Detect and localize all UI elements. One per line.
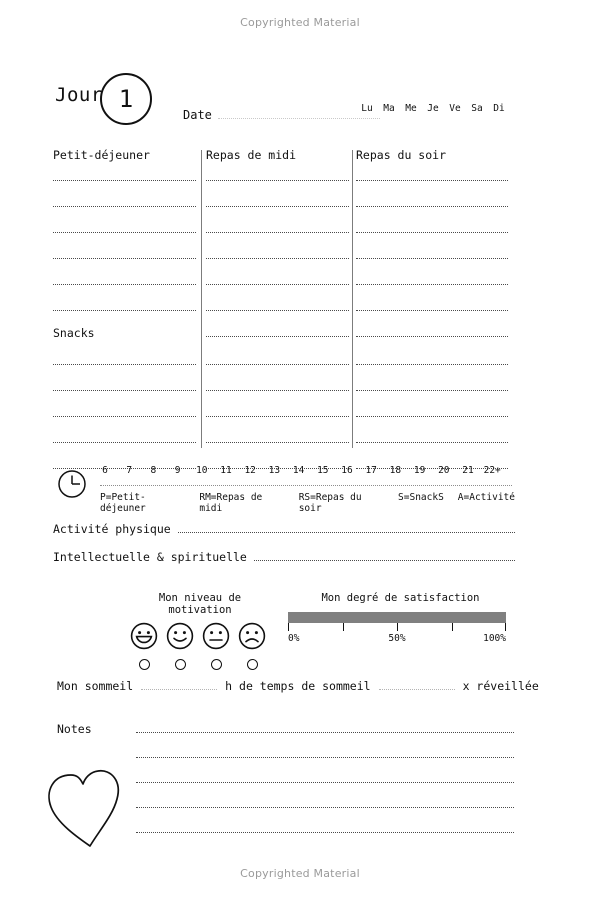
satisfaction-tick-50 bbox=[397, 623, 398, 631]
satisfaction-tick-25 bbox=[343, 623, 344, 631]
hour-tick-12[interactable]: 12 bbox=[244, 465, 256, 476]
meal-column-title: Repas du soir bbox=[356, 148, 447, 162]
weekday-ma[interactable]: Ma bbox=[383, 103, 395, 114]
notes-line[interactable] bbox=[136, 807, 514, 808]
notes-line[interactable] bbox=[136, 757, 514, 758]
meal-line[interactable] bbox=[53, 284, 196, 285]
legend-item-3: S=SnackS bbox=[398, 492, 444, 503]
heart-icon bbox=[41, 757, 137, 849]
clock-icon bbox=[57, 469, 87, 499]
sleep-label: Mon sommeil bbox=[57, 679, 134, 693]
sleep-wakeups-input[interactable] bbox=[379, 678, 455, 690]
hour-tick-14[interactable]: 14 bbox=[292, 465, 305, 476]
hour-tick-10[interactable]: 10 bbox=[196, 465, 208, 476]
hour-tick-8[interactable]: 8 bbox=[150, 465, 157, 476]
motivation-section bbox=[130, 592, 270, 670]
meal-line[interactable] bbox=[53, 258, 196, 259]
grin-face-icon[interactable] bbox=[130, 622, 158, 654]
meal-line[interactable] bbox=[356, 336, 508, 337]
weekday-selector[interactable] bbox=[360, 103, 506, 114]
meal-line[interactable] bbox=[206, 180, 349, 181]
physical-activity-label: Activité physique bbox=[53, 522, 171, 536]
meal-line[interactable] bbox=[53, 416, 196, 417]
weekday-je[interactable]: Je bbox=[427, 103, 439, 114]
meal-line[interactable] bbox=[206, 284, 349, 285]
meal-line[interactable] bbox=[356, 284, 508, 285]
motivation-option[interactable] bbox=[166, 622, 194, 670]
meal-line[interactable] bbox=[206, 336, 349, 337]
hour-tick-19[interactable]: 19 bbox=[413, 465, 426, 476]
satisfaction-label-50pct: 50% bbox=[388, 633, 406, 644]
notes-line[interactable] bbox=[136, 832, 514, 833]
notes-line[interactable] bbox=[136, 782, 514, 783]
meal-line[interactable] bbox=[356, 442, 508, 443]
satisfaction-scale bbox=[288, 633, 506, 645]
meal-line[interactable] bbox=[356, 364, 508, 365]
satisfaction-tick-100 bbox=[505, 623, 506, 631]
satisfaction-tick-75 bbox=[452, 623, 453, 631]
daily-timeline bbox=[53, 465, 515, 513]
motivation-radio[interactable] bbox=[139, 659, 150, 670]
hour-scale[interactable] bbox=[98, 465, 513, 481]
watermark-top: Copyrighted Material bbox=[240, 16, 360, 29]
legend-item-4: A=Activité bbox=[457, 492, 515, 503]
hour-tick-13[interactable]: 13 bbox=[268, 465, 281, 476]
notes-line[interactable] bbox=[136, 732, 514, 733]
hour-tick-16[interactable]: 16 bbox=[341, 465, 353, 476]
legend-item-2: RS=Repas du soir bbox=[298, 492, 362, 514]
meal-line[interactable] bbox=[356, 258, 508, 259]
meal-column-title: Repas de midi bbox=[206, 148, 297, 162]
weekday-sa[interactable]: Sa bbox=[471, 103, 483, 114]
meal-line[interactable] bbox=[356, 180, 508, 181]
physical-activity-row[interactable] bbox=[53, 521, 515, 536]
meal-line[interactable] bbox=[356, 206, 508, 207]
hour-tick-11[interactable]: 11 bbox=[220, 465, 232, 476]
motivation-option[interactable] bbox=[238, 622, 266, 670]
motivation-option[interactable] bbox=[202, 622, 230, 670]
snacks-label: Snacks bbox=[53, 326, 95, 340]
legend-item-1: RM=Repas de midi bbox=[199, 492, 263, 514]
weekday-di[interactable]: Di bbox=[493, 103, 505, 114]
meal-line[interactable] bbox=[206, 232, 349, 233]
hour-tick-21[interactable]: 21 bbox=[462, 465, 474, 476]
date-field[interactable] bbox=[183, 107, 380, 122]
hour-tick-18[interactable]: 18 bbox=[389, 465, 402, 476]
hour-tick-9[interactable]: 9 bbox=[174, 465, 181, 476]
meal-column-0 bbox=[53, 148, 200, 448]
satisfaction-tick-0 bbox=[288, 623, 289, 631]
meal-column-title: Petit-déjeuner bbox=[53, 148, 150, 162]
date-label: Date bbox=[183, 108, 212, 122]
meal-line[interactable] bbox=[356, 390, 508, 391]
smile-face-icon[interactable] bbox=[166, 622, 194, 654]
legend-item-0: P=Petit-déjeuner bbox=[100, 492, 146, 514]
motivation-option[interactable] bbox=[130, 622, 158, 670]
meal-line[interactable] bbox=[206, 206, 349, 207]
sleep-wakeups-suffix: x réveillée bbox=[462, 679, 539, 693]
timeline-legend bbox=[100, 492, 515, 514]
meal-line[interactable] bbox=[206, 258, 349, 259]
neutral-face-icon[interactable] bbox=[202, 622, 230, 654]
motivation-face-group[interactable] bbox=[130, 622, 270, 670]
column-divider-1 bbox=[201, 150, 202, 448]
sleep-row[interactable] bbox=[57, 678, 539, 693]
meal-line[interactable] bbox=[206, 390, 349, 391]
weekday-lu[interactable]: Lu bbox=[361, 103, 373, 114]
meal-line[interactable] bbox=[53, 390, 196, 391]
date-input-line[interactable] bbox=[218, 107, 380, 119]
motivation-radio[interactable] bbox=[211, 659, 222, 670]
watermark-bottom: Copyrighted Material bbox=[240, 867, 360, 880]
hour-tick-15[interactable]: 15 bbox=[317, 465, 329, 476]
hour-tick-22plus[interactable]: 22+ bbox=[483, 465, 501, 476]
jour-label: Jour bbox=[55, 84, 103, 106]
hour-tick-20[interactable]: 20 bbox=[438, 465, 450, 476]
sad-face-icon[interactable] bbox=[238, 622, 266, 654]
weekday-me[interactable]: Me bbox=[405, 103, 417, 114]
hour-tick-7[interactable]: 7 bbox=[126, 465, 133, 476]
day-number-badge: 1 bbox=[100, 73, 152, 125]
motivation-title: Mon niveau de motivation bbox=[158, 592, 242, 616]
meal-line[interactable] bbox=[53, 310, 196, 311]
meal-line[interactable] bbox=[53, 442, 196, 443]
notes-label: Notes bbox=[57, 722, 92, 736]
hour-tick-17[interactable]: 17 bbox=[365, 465, 377, 476]
meal-line[interactable] bbox=[53, 180, 196, 181]
weekday-ve[interactable]: Ve bbox=[449, 103, 461, 114]
meal-line[interactable] bbox=[206, 442, 349, 443]
meal-column-2 bbox=[356, 148, 512, 448]
meal-line[interactable] bbox=[53, 364, 196, 365]
satisfaction-label-100pct: 100% bbox=[483, 633, 506, 644]
timeline-rule[interactable] bbox=[100, 485, 512, 486]
satisfaction-title: Mon degré de satisfaction bbox=[321, 592, 480, 604]
satisfaction-ticks bbox=[288, 623, 506, 631]
meal-line[interactable] bbox=[53, 206, 196, 207]
meal-column-1 bbox=[206, 148, 353, 448]
sleep-hours-input[interactable] bbox=[141, 678, 217, 690]
spiritual-activity-input-line[interactable] bbox=[254, 549, 515, 561]
sleep-hours-suffix: h de temps de sommeil bbox=[225, 679, 371, 693]
spiritual-activity-label: Intellectuelle & spirituelle bbox=[53, 550, 247, 564]
meal-line[interactable] bbox=[53, 232, 196, 233]
physical-activity-input-line[interactable] bbox=[178, 521, 515, 533]
satisfaction-section bbox=[288, 592, 513, 645]
meals-section bbox=[53, 148, 515, 448]
satisfaction-label-0pct: 0% bbox=[288, 633, 300, 644]
hour-tick-6[interactable]: 6 bbox=[102, 465, 108, 476]
satisfaction-bar[interactable] bbox=[288, 612, 506, 623]
meal-line[interactable] bbox=[356, 232, 508, 233]
motivation-radio[interactable] bbox=[247, 659, 258, 670]
spiritual-activity-row[interactable] bbox=[53, 549, 515, 564]
meal-line[interactable] bbox=[206, 364, 349, 365]
meal-line[interactable] bbox=[206, 310, 349, 311]
meal-line[interactable] bbox=[206, 416, 349, 417]
meal-line[interactable] bbox=[356, 416, 508, 417]
motivation-radio[interactable] bbox=[175, 659, 186, 670]
meal-line[interactable] bbox=[356, 310, 508, 311]
